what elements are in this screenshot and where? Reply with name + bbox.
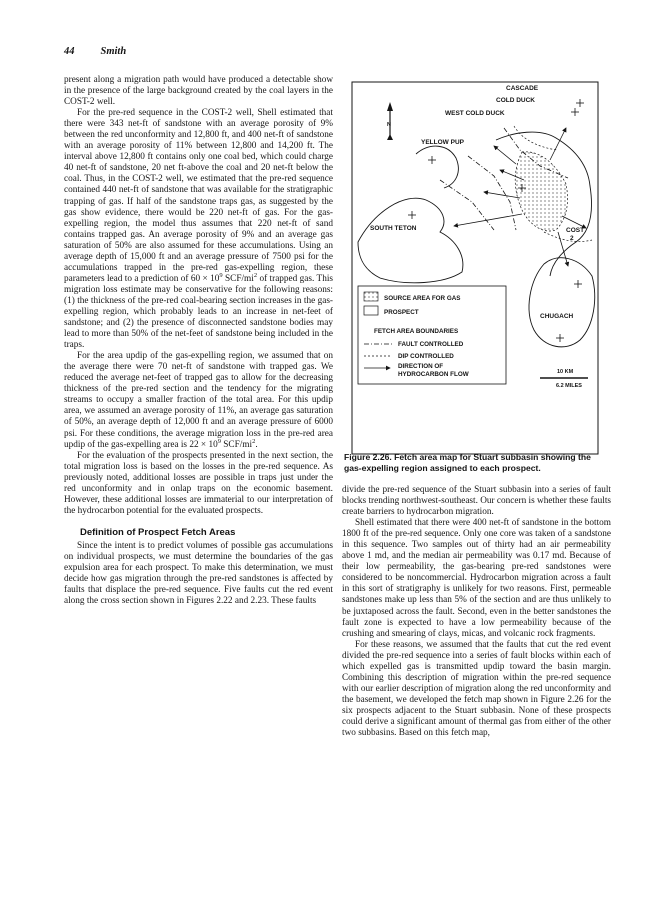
label-cold-duck: COLD DUCK <box>496 97 535 104</box>
figure-caption <box>344 452 599 473</box>
south-teton-outline <box>358 198 463 283</box>
legend-dip-controlled: DIP CONTROLLED <box>398 353 454 360</box>
source-area-gas <box>515 152 567 231</box>
flow-arrow <box>494 146 516 164</box>
yellow-pup-outline <box>416 146 458 188</box>
north-arrow-icon <box>387 102 393 140</box>
chugach-outline <box>529 258 595 347</box>
legend-direction-2: HYDROCARBON FLOW <box>398 371 469 378</box>
label-west-cold-duck: WEST COLD DUCK <box>445 110 505 117</box>
fetch-map-svg <box>344 80 606 468</box>
legend-direction-1: DIRECTION OF <box>398 363 444 370</box>
label-cost-2: 2 <box>570 235 574 242</box>
legend-boundaries-title: FETCH AREA BOUNDARIES <box>374 328 459 335</box>
left-column <box>64 75 333 607</box>
paragraph: For the pre-red sequence in the COST-2 well, Shell estimated that there were 343 net-ft of sandstone with an average porosity of 9% between the red unconformity and 12,800 ft, and 400 net-ft of sandstone with an average porosity of 11% between 12,800 and 14,200 ft. The interval above 12,800 ft contains only one coal bed, which could charge 40 net-ft of sandstone, 20 net ft-above the coal and 20 net-ft below the coal. Thus, in the COST-2 well, we estimated that the pre-red sequence contained 440 net-ft of sandstone that was available for the stratigraphic trapping of gas. If half of the sandstone traps gas, as suggested by the gas show evidence, there would be 220 net-ft of gas. For the gas-expelling region, the model thus assumes that 220 net-ft of sand contains trapped gas. An average porosity of 9% and an average gas saturation of 50% are also assumed for these accumulations. Using an average depth of 15,000 ft and an average pressure of 7500 psi for the accumulations trapped in the pre-red gas-expelling region, these parameters lead to a prediction of $60 \times 10^9$ SCF/$mi^2$ of trapped gas. This migration loss estimate may be conservative for the following reasons: (1) the thickness of the pre-red coal-bearing section increases in the gas-expelling region, which probably leads to an increase in net-feet of sandstone; and (2) the presence of disconnected sandstone bodies may lead to more than 50% of the net-feet of sandstone being included in the traps. <box>64 108 334 351</box>
scale-miles: 6.2 MILES <box>556 383 582 389</box>
paragraph: Shell estimated that there were 400 net-ft of sandstone in the bottom 1800 ft of the pre-red sequence. Only one core was taken of a sandstone in this sequence. Two samples out of thirty had an air permeability above 1 md, and the median air permeability was 0.17 md. Because of their low permeability, the gas-bearing pre-red sandstones were considered to be noncommercial. Hydrocarbon migration across a fault in this sort of stratigraphy is unlikely for two reasons. First, permeable sandstones make up less than 5% of the section and are thus unlikely to be juxtaposed across the fault. Second, even in the better sandstones the fault zone is expected to have a low permeability because of the crushing and smearing of clays, micas, and volcanic rock fragments. <box>342 518 611 639</box>
section-heading: Definition of Prospect Fetch Areas <box>80 526 236 538</box>
paragraph: For the area updip of the gas-expelling region, we assumed that on the average there were 70 net-ft of sandstone with trapped gas. We reduced the average net-feet of trapped gas to allow for the decreasing thickness of the pre-red section and the tendency for the migrating streams to occupy a smaller fraction of the total area. For this updip area, we assumed an average porosity of 11%, an average gas saturation of 50%, an average depth of 12,000 ft and an average pressure of 6000 psi. For these conditions, the average migration loss in the pre-red area updip of the gas-expelling area is $22 \times 10^9$ SCF/$mi^2$. <box>64 351 333 450</box>
caption-label: Figure 2.26. <box>344 452 392 462</box>
caption-text: Fetch area map for Stuart subbasin showing the gas-expelling region assigned to each prospect. <box>344 452 591 473</box>
flow-arrow <box>454 214 522 226</box>
legend-fault-controlled: FAULT CONTROLLED <box>398 341 464 348</box>
label-chugach: CHUGACH <box>540 313 574 320</box>
fetch-area-map <box>344 80 606 468</box>
running-author: Smith <box>100 46 127 57</box>
label-cost: COST <box>566 227 585 234</box>
right-column <box>342 485 611 739</box>
paragraph: For these reasons, we assumed that the faults that cut the red event divided the pre-red sequence into a series of fault blocks within each of which expelled gas is transmitted updip toward the basin margin. Combining this description of migration within the pre-red sequence with our earlier description of migration along the red unconformity and the basement, we developed the fetch map shown in Figure 2.26 for the six prospects adjacent to the Stuart subbasin. None of these prospects could derive a significant amount of thermal gas from either of the other two subbasins. Based on this fetch map, <box>342 639 611 739</box>
paragraph: present along a migration path would have produced a detectable show in the presence of the large background created by the coal layers in the COST-2 well. <box>64 75 333 108</box>
paragraph: divide the pre-red sequence of the Stuart subbasin into a series of fault blocks trending northwest-southeast. Our concern is whether these faults create barriers to hydrocarbon migration. <box>342 485 611 518</box>
running-header <box>64 46 126 57</box>
legend-source-swatch <box>364 292 378 301</box>
legend-source-area: SOURCE AREA FOR GAS <box>384 295 461 302</box>
paragraph: Since the intent is to predict volumes of possible gas accumulations on individual prospects, we must determine the boundaries of the gas expulsion area for each prospect. To make this determination, we must decide how gas migration through the pre-red sandstones is affected by faults that displace the pre-red sequence. Five faults cut the red event along the cross section shown in Figures 2.22 and 2.23. These faults <box>64 540 333 607</box>
flow-arrow <box>484 192 520 198</box>
label-south-teton: SOUTH TETON <box>370 225 417 232</box>
label-yellow-pup: YELLOW PUP <box>421 139 464 146</box>
north-label: N <box>387 122 391 128</box>
legend-prospect-swatch <box>364 306 378 315</box>
legend-prospect: PROSPECT <box>384 309 419 316</box>
paragraph: For the evaluation of the prospects presented in the next section, the total migration loss is based on the losses in the pre-red sequence. As previously noted, additional losses are possible in traps just under the red unconformity and in onlap traps on the economic basement. However, these additional losses are immaterial to our interpretation of the hydrocarbon potential for the evaluated prospects. <box>64 450 333 516</box>
fault-boundary <box>440 180 494 230</box>
label-cascade: CASCADE <box>506 85 539 92</box>
page-number: 44 <box>64 46 75 57</box>
scale-km: 10 KM <box>557 369 574 375</box>
flow-arrow <box>550 128 566 160</box>
dip-boundary <box>514 126 558 150</box>
